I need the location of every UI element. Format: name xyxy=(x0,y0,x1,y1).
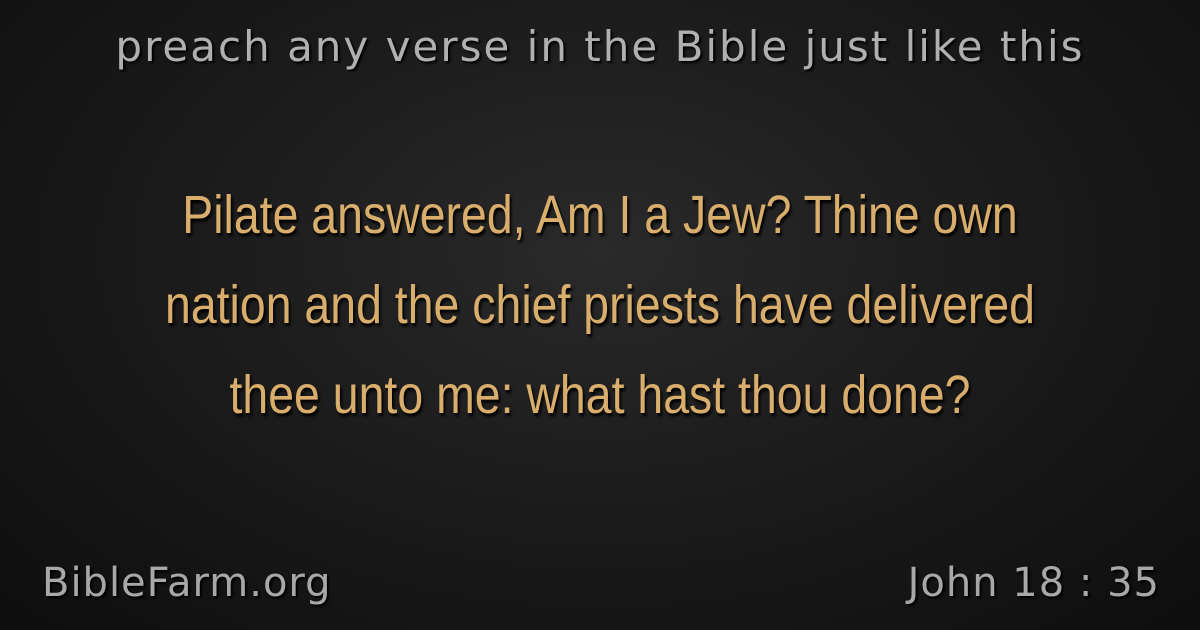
verse-text: Pilate answered, Am I a Jew? Thine own nation and the chief priests have delivered thee unto me: what hast thou done? xyxy=(164,185,1036,425)
tagline: preach any verse in the Bible just like this xyxy=(115,22,1085,71)
site-name: BibleFarm.org xyxy=(42,560,332,606)
verse-reference: John 18 : 35 xyxy=(907,560,1160,606)
